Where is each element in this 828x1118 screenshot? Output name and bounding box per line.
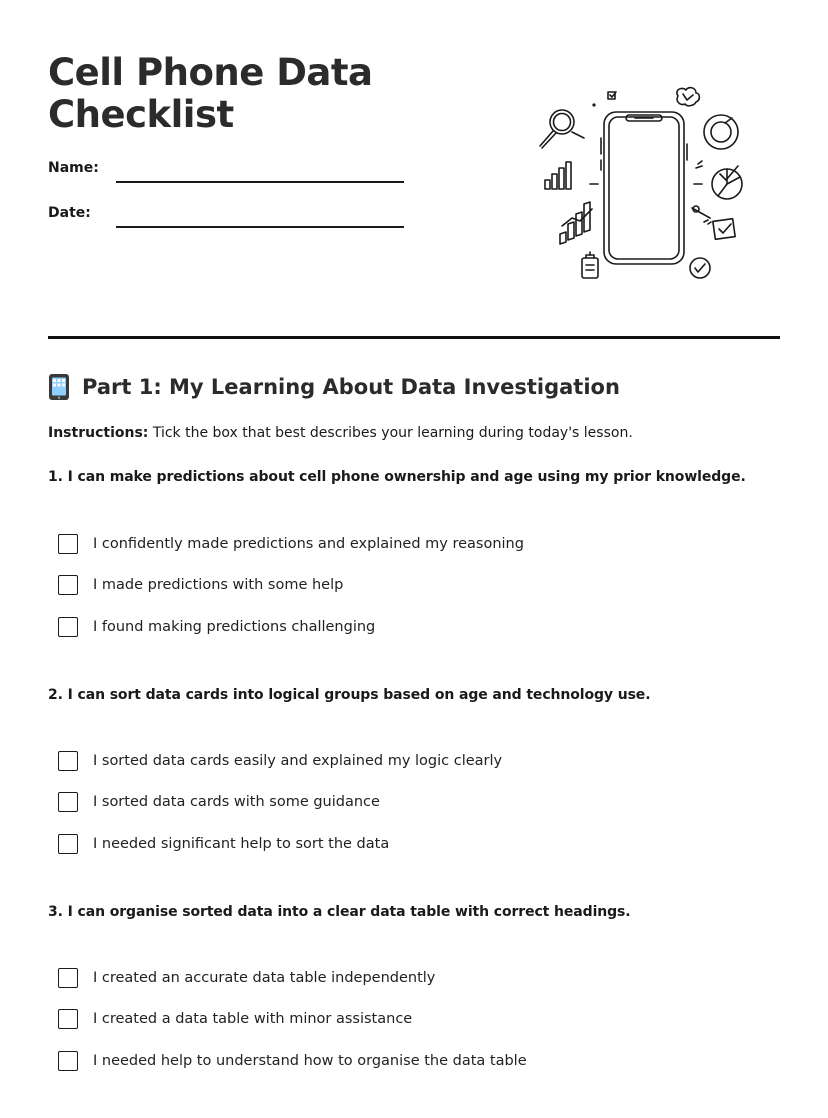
q3-option-1[interactable] [58, 966, 435, 990]
instructions-text: Tick the box that best describes your learning during today's lesson. [148, 425, 633, 441]
checkbox[interactable] [58, 834, 78, 854]
checkbox[interactable] [58, 534, 78, 554]
question-2: 2. I can sort data cards into logical groups based on age and technology use. [48, 687, 651, 703]
option-label: I sorted data cards with some guidance [93, 794, 380, 810]
checkbox[interactable] [58, 1051, 78, 1071]
q1-option-3[interactable] [58, 615, 375, 639]
name-label: Name: [48, 160, 99, 176]
checkbox[interactable] [58, 968, 78, 988]
section-divider [48, 336, 780, 339]
option-label: I created an accurate data table independently [93, 970, 436, 986]
question-1: 1. I can make predictions about cell phone ownership and age using my prior knowledge. [48, 469, 746, 485]
option-label: I created a data table with minor assistance [93, 1011, 413, 1027]
q1-option-2[interactable] [58, 573, 343, 597]
mobile-phone-icon [48, 373, 70, 401]
title-line-2: Checklist [48, 93, 234, 136]
option-label: I sorted data cards easily and explained my logic clearly [93, 753, 503, 769]
option-label: I confidently made predictions and explained my reasoning [93, 536, 524, 552]
checkbox[interactable] [58, 617, 78, 637]
option-label: I made predictions with some help [93, 577, 344, 593]
name-field[interactable] [48, 160, 408, 190]
q3-option-2[interactable] [58, 1007, 412, 1031]
option-label: I needed significant help to sort the data [93, 836, 390, 852]
option-label: I needed help to understand how to organise the data table [93, 1053, 527, 1069]
date-field[interactable] [48, 205, 408, 235]
checkbox[interactable] [58, 792, 78, 812]
date-label: Date: [48, 205, 91, 221]
q2-option-1[interactable] [58, 749, 502, 773]
checkbox[interactable] [58, 575, 78, 595]
checkbox[interactable] [58, 1009, 78, 1029]
checkbox[interactable] [58, 751, 78, 771]
q1-option-1[interactable] [58, 532, 524, 556]
q3-option-3[interactable] [58, 1049, 527, 1073]
name-line[interactable] [116, 181, 404, 183]
option-label: I found making predictions challenging [93, 619, 376, 635]
instructions-label: Instructions: [48, 425, 149, 441]
title-line-1: Cell Phone Data [48, 51, 373, 94]
question-3: 3. I can organise sorted data into a clear data table with correct headings. [48, 904, 631, 920]
part1-title: Part 1: My Learning About Data Investigation [82, 375, 620, 399]
part1-heading [48, 373, 620, 401]
date-line[interactable] [116, 226, 404, 228]
instructions [48, 425, 633, 441]
phone-data-illustration-icon [532, 82, 754, 288]
q2-option-2[interactable] [58, 790, 380, 814]
q2-option-3[interactable] [58, 832, 389, 856]
page-title [48, 52, 373, 136]
